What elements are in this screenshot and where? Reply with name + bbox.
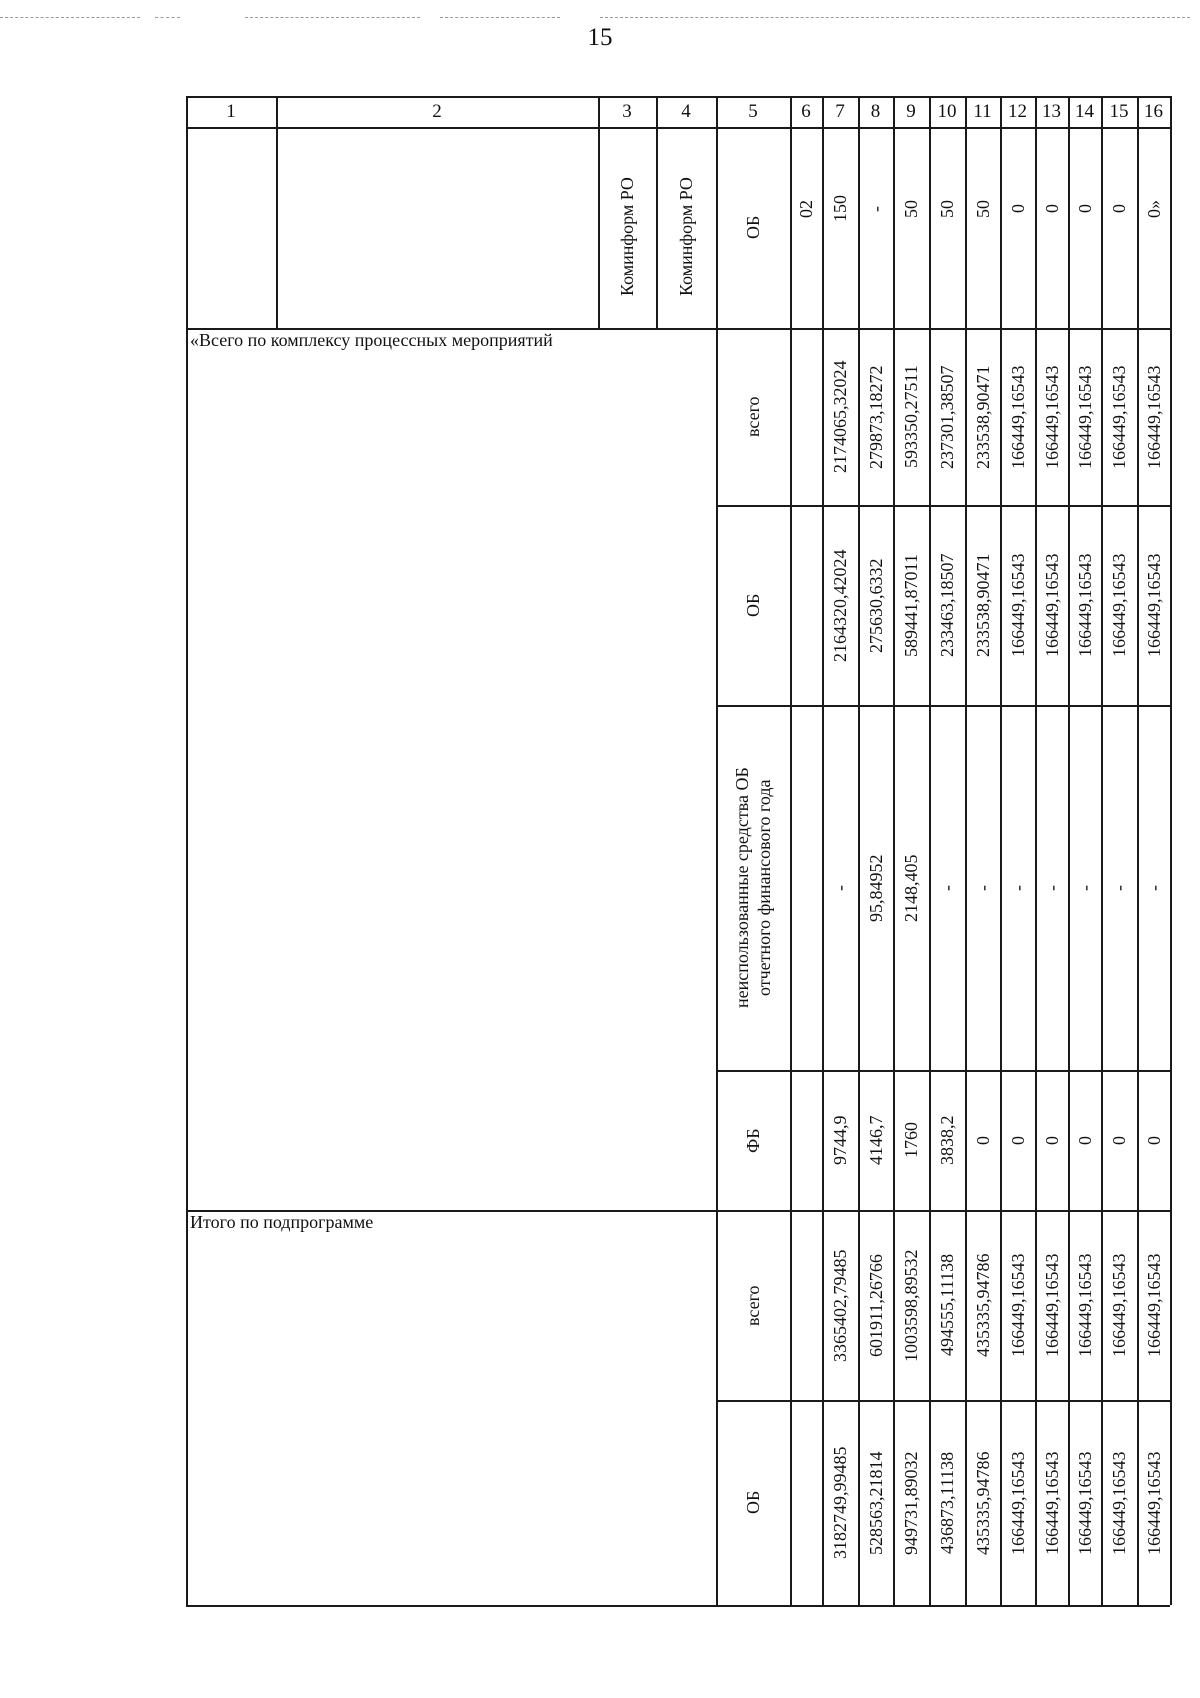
column-divider [790, 96, 792, 1605]
column-divider [929, 96, 931, 1605]
table-border-right [1170, 96, 1172, 1605]
column-number: 2 [432, 101, 442, 122]
subcolumn-header: всего [743, 396, 763, 437]
data-cell: 2174065,32024 [830, 360, 850, 473]
data-cell: 166449,16543 [1007, 1253, 1028, 1357]
column-number: 12 [1008, 101, 1027, 122]
data-cell: 601911,26766 [865, 1253, 886, 1357]
data-cell: 0 [972, 1135, 993, 1145]
coexecutor: Коминформ РО [676, 177, 696, 296]
year-value: 0 [1074, 204, 1095, 213]
column-number: 14 [1075, 101, 1094, 122]
column-divider [276, 96, 278, 328]
data-cell: 233538,90471 [972, 365, 993, 469]
data-cell: - [1109, 884, 1129, 891]
year-value: 0 [1109, 204, 1129, 213]
subcolumn-header: отчетного финансового года [754, 779, 774, 996]
data-cell: 166449,16543 [1109, 1253, 1129, 1357]
column-divider [893, 96, 895, 1605]
data-cell: 1760 [901, 1122, 921, 1158]
data-cell: 95,84952 [865, 854, 886, 922]
data-cell: 166449,16543 [1041, 1451, 1062, 1555]
subcolumn-header: ОБ [743, 593, 763, 617]
column-divider [598, 96, 600, 328]
data-cell: - [1074, 884, 1095, 891]
data-cell: 237301,38507 [937, 365, 957, 469]
data-cell: - [1143, 884, 1164, 891]
data-cell: 166449,16543 [1074, 553, 1095, 657]
column-number: 4 [681, 101, 691, 122]
year-value: 0» [1143, 199, 1164, 218]
data-cell: 233463,18507 [937, 553, 957, 657]
column-number: 9 [906, 101, 916, 122]
data-cell: 494555,11138 [937, 1253, 957, 1356]
subcolumn-divider [716, 705, 1170, 707]
data-cell: 166449,16543 [1109, 1451, 1129, 1555]
subcolumn-header: неиспользованные средства ОБ [732, 767, 752, 1008]
data-cell: 166449,16543 [1041, 553, 1062, 657]
data-cell: 279873,18272 [865, 365, 886, 469]
data-cell: 1003598,89532 [901, 1249, 921, 1362]
data-cell: 0 [1143, 1135, 1164, 1145]
subcolumn-divider [716, 1070, 1170, 1072]
column-divider [1035, 96, 1037, 1605]
column-divider [965, 96, 967, 1605]
year-value: 50 [901, 199, 921, 218]
table-border-bottom [186, 1605, 1170, 1607]
data-cell: 166449,16543 [1109, 553, 1129, 657]
scan-artifact-line [155, 17, 180, 18]
column-number: 8 [870, 101, 881, 122]
year-value: 0 [1041, 204, 1062, 213]
subcolumn-header: всего [743, 1284, 763, 1326]
year-value: 50 [937, 199, 957, 218]
data-cell: 166449,16543 [1143, 365, 1164, 469]
data-cell: 166449,16543 [1041, 1253, 1062, 1357]
data-cell: 166449,16543 [1074, 1451, 1095, 1555]
year-value: 0 [1007, 204, 1028, 213]
data-cell: 2148,405 [901, 854, 921, 922]
data-cell: 0 [1007, 1135, 1028, 1145]
data-cell: 436873,11138 [937, 1451, 957, 1554]
data-cell: 166449,16543 [1143, 553, 1164, 657]
data-cell: 166449,16543 [1143, 1253, 1164, 1357]
page-number: 15 [587, 24, 613, 51]
data-cell: 949731,89032 [901, 1451, 921, 1555]
column-divider [1101, 96, 1103, 1605]
data-cell: 3838,2 [937, 1115, 957, 1165]
column-number: 7 [835, 101, 845, 122]
data-cell: 435335,94786 [972, 1253, 993, 1357]
column-number: 16 [1144, 101, 1163, 122]
column-divider [1137, 96, 1139, 1605]
data-cell: 0 [1109, 1135, 1129, 1145]
data-cell: 3182749,99485 [830, 1446, 850, 1559]
data-cell: - [1041, 884, 1062, 891]
data-cell: 4146,7 [865, 1115, 886, 1165]
responsible-executor: Коминформ РО [617, 177, 637, 296]
data-cell: 166449,16543 [1007, 553, 1028, 657]
column-divider [656, 96, 658, 328]
data-cell: 593350,27511 [901, 365, 921, 468]
column-number: 11 [973, 101, 992, 122]
year-value: 150 [830, 195, 850, 222]
data-cell: - [972, 884, 993, 891]
column-divider [1000, 96, 1002, 1605]
column-divider [858, 96, 860, 1605]
funding-source: ОБ [743, 215, 763, 239]
data-cell: 233538,90471 [972, 553, 993, 657]
data-cell: 2164320,42024 [830, 549, 850, 662]
header-row-divider [186, 127, 1170, 129]
column-number: 13 [1042, 101, 1061, 122]
data-cell: 0 [1041, 1135, 1062, 1145]
table-border-left [186, 96, 188, 1605]
data-cell: - [1007, 884, 1028, 891]
data-cell: - [830, 884, 850, 891]
budget-code: 02 [796, 199, 816, 218]
column-divider [822, 96, 824, 1605]
data-cell: 435335,94786 [972, 1451, 993, 1555]
column-number: 5 [748, 101, 758, 122]
data-cell: 275630,6332 [865, 558, 886, 653]
subcolumn-divider [716, 1400, 1170, 1402]
column-divider [716, 96, 718, 1605]
column-number: 1 [226, 101, 236, 122]
data-cell: - [937, 884, 957, 891]
data-cell: 166449,16543 [1041, 365, 1062, 469]
data-cell: 166449,16543 [1074, 365, 1095, 469]
data-cell: 9744,9 [830, 1115, 850, 1165]
subcolumn-header: ОБ [743, 1490, 763, 1514]
scan-artifact-line [245, 17, 420, 18]
column-divider [1068, 96, 1070, 1605]
data-cell: 3365402,79485 [830, 1249, 850, 1362]
year-value: 50 [972, 199, 993, 218]
column-number: 3 [622, 101, 632, 122]
section-title-complex: «Всего по комплексу процессных мероприятий [190, 330, 553, 350]
subcolumn-header: ФБ [743, 1127, 763, 1153]
data-cell: 166449,16543 [1109, 365, 1129, 469]
data-cell: 166449,16543 [1007, 365, 1028, 469]
data-cell: 166449,16543 [1074, 1253, 1095, 1357]
subcolumn-divider [716, 505, 1170, 507]
scan-artifact-line [440, 17, 560, 18]
data-cell: 166449,16543 [1143, 1451, 1164, 1555]
year-value: - [865, 205, 886, 212]
column-number: 6 [801, 101, 811, 122]
section-title-subprogram: Итого по подпрограмме [190, 1212, 374, 1232]
data-cell: 528563,21814 [865, 1451, 886, 1555]
data-cell: 166449,16543 [1007, 1451, 1028, 1555]
column-number: 10 [937, 101, 957, 122]
column-number: 15 [1109, 101, 1129, 122]
scan-artifact-line [0, 17, 140, 18]
data-cell: 0 [1074, 1135, 1095, 1145]
scan-artifact-line [600, 17, 1190, 18]
data-cell: 589441,87011 [901, 553, 921, 657]
